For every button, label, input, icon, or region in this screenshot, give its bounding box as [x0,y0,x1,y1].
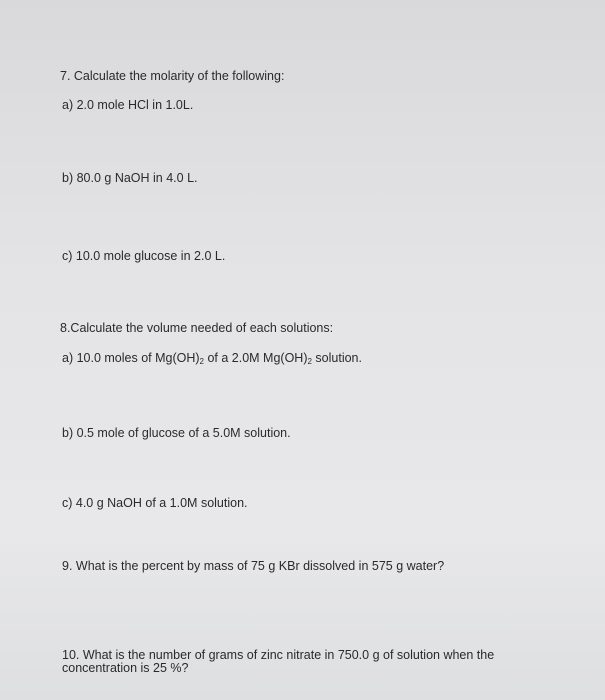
question-7a: a) 2.0 mole HCl in 1.0L. [62,98,194,112]
question-8a-subscript-1: 2 [199,357,204,366]
question-8c: c) 4.0 g NaOH of a 1.0M solution. [62,496,248,510]
question-8a [62,351,362,369]
question-8a-text-3: solution. [311,351,362,365]
question-8a-text-2: of a 2.0M Mg(OH) [204,351,308,365]
question-8b: b) 0.5 mole of glucose of a 5.0M solution. [62,426,291,440]
question-7c: c) 10.0 mole glucose in 2.0 L. [62,249,226,263]
question-8-title: 8.Calculate the volume needed of each solutions: [60,321,334,335]
question-9: 9. What is the percent by mass of 75 g KBr dissolved in 575 g water? [62,559,445,573]
question-10-line-2: concentration is 25 %? [62,661,189,675]
question-10-line-1: 10. What is the number of grams of zinc nitrate in 750.0 g of solution when the [62,648,495,662]
question-7-title: 7. Calculate the molarity of the following: [60,69,285,83]
question-8a-subscript-2: 2 [307,357,312,366]
question-8a-text-1: a) 10.0 moles of Mg(OH) [62,351,200,365]
question-7b: b) 80.0 g NaOH in 4.0 L. [62,171,198,185]
